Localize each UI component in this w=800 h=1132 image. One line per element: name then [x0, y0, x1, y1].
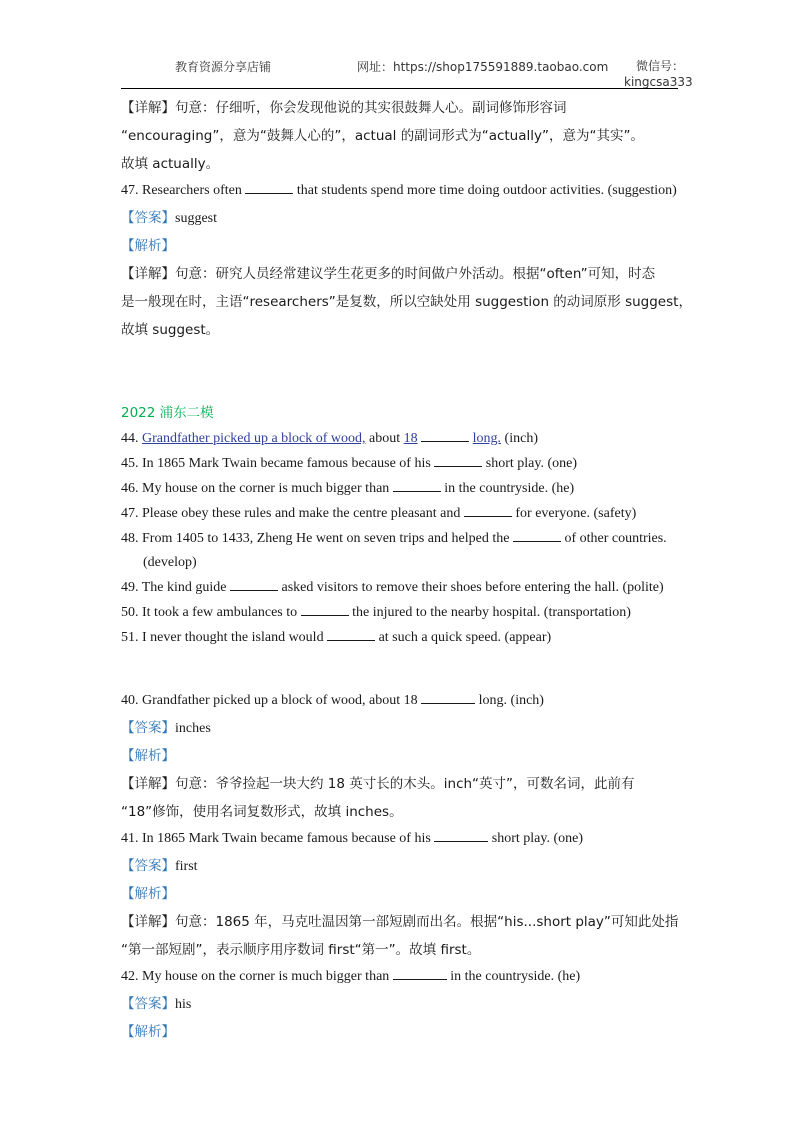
document-body [121, 94, 692, 1046]
question-44 [121, 426, 681, 451]
answer-blank [301, 614, 349, 616]
question-49 [121, 575, 681, 600]
answer-42 [121, 990, 681, 1018]
q44-hint: (inch) [501, 431, 538, 446]
answer-blank [245, 192, 293, 194]
section-title: 2022 浦东二模 [121, 405, 214, 421]
q45-post: short play. (one) [482, 456, 578, 471]
q41-pre: 41. In 1865 Mark Twain became famous because of his [121, 831, 435, 846]
q44-link-long[interactable]: long. [472, 431, 502, 446]
answer-label: 【答案】 [121, 720, 175, 736]
analysis-label-41: 【解析】 [121, 886, 175, 902]
analysis-label-47: 【解析】 [121, 238, 175, 254]
q42-post: in the countryside. (he) [446, 969, 581, 984]
answer-question-41 [121, 826, 681, 852]
answer-label: 【答案】 [121, 996, 175, 1012]
detail-40-line1: 【详解】句意：爷爷捡起一块大约 18 英寸长的木头。inch“英寸”，可数名词，此前有 [121, 776, 635, 792]
question-50 [121, 600, 681, 625]
detail-41-line1: 【详解】句意：1865 年，马克吐温因第一部短剧而出名。根据“his...short play”可知此处指 [121, 914, 679, 930]
answer-question-42 [121, 964, 681, 990]
answer-label: 【答案】 [121, 858, 175, 874]
q49-pre: 49. The kind guide [121, 580, 231, 595]
detail-47-line1: 【详解】句意：研究人员经常建议学生花更多的时间做户外活动。根据“often”可知，时态 [121, 266, 656, 282]
detail-46-line2: “encouraging”，意为“鼓舞人心的”，actual 的副词形式为“actually”，意为“其实”。 [121, 128, 644, 144]
analysis-label-42: 【解析】 [121, 1024, 175, 1040]
q47-pre: 47. Please obey these rules and make the centre pleasant and [121, 506, 464, 521]
answer-blank [513, 540, 561, 542]
q51-post: at such a quick speed. (appear) [375, 630, 552, 645]
q51-pre: 51. I never thought the island would [121, 630, 328, 645]
q40-pre: 40. Grandfather picked up a block of wood, about 18 [121, 693, 422, 708]
question-45 [121, 451, 681, 476]
q48-post: of other countries. [560, 531, 667, 546]
detail-47-line3: 故填 suggest。 [121, 322, 220, 338]
answer-value: inches [175, 721, 211, 736]
question-47-suggestion [121, 178, 681, 204]
answer-blank [230, 589, 278, 591]
q48-pre: 48. From 1405 to 1433, Zheng He went on seven trips and helped the [121, 531, 513, 546]
header-wechat-id: kingcsa333 [624, 75, 693, 89]
q42-pre: 42. My house on the corner is much bigger than [121, 969, 393, 984]
q47-text-post: that students spend more time doing outdoor activities. (suggestion) [293, 183, 677, 198]
detail-41-line2: “第一部短剧”，表示顺序用序数词 first“第一”。故填 first。 [121, 942, 481, 958]
detail-47-line2: 是一般现在时，主语“researchers”是复数，所以空缺处用 suggestion 的动词原形 suggest， [121, 294, 692, 310]
analysis-label-40: 【解析】 [121, 748, 175, 764]
header-wechat [624, 58, 693, 90]
answer-blank [327, 639, 375, 641]
q46-post: in the countryside. (he) [440, 481, 575, 496]
header-divider [121, 88, 678, 89]
question-48 [121, 526, 681, 551]
answer-47 [121, 204, 681, 232]
header-url: 网址：https://shop175591889.taobao.com [357, 60, 609, 74]
answer-value: first [175, 859, 198, 874]
question-48-hint: (develop) [143, 555, 197, 570]
q46-pre: 46. My house on the corner is much bigger than [121, 481, 393, 496]
detail-46-line1: 【详解】句意：仔细听，你会发现他说的其实很鼓舞人心。副词修饰形容词 [121, 100, 567, 116]
answer-blank [421, 440, 469, 442]
q49-post: asked visitors to remove their shoes before entering the hall. (polite) [278, 580, 664, 595]
answer-41 [121, 852, 681, 880]
q44-link[interactable]: Grandfather picked up a block of wood, [142, 431, 366, 446]
answer-value: his [175, 997, 192, 1012]
answer-blank [421, 702, 475, 704]
q45-pre: 45. In 1865 Mark Twain became famous because of his [121, 456, 435, 471]
question-47 [121, 501, 681, 526]
answer-40 [121, 714, 681, 742]
q47-text-pre: 47. Researchers often [121, 183, 246, 198]
answer-label: 【答案】 [121, 210, 175, 226]
q40-post: long. (inch) [475, 693, 544, 708]
q50-post: the injured to the nearby hospital. (transportation) [348, 605, 631, 620]
answer-blank [434, 840, 488, 842]
answer-blank [464, 515, 512, 517]
question-46 [121, 476, 681, 501]
answer-value: suggest [175, 211, 217, 226]
answer-blank [393, 978, 447, 980]
answer-blank [393, 490, 441, 492]
q44-number: 44. [121, 431, 142, 446]
q41-post: short play. (one) [488, 831, 584, 846]
q44-link-18[interactable]: 18 [403, 431, 418, 446]
q47-post: for everyone. (safety) [511, 506, 637, 521]
header-wechat-label: 微信号： [635, 59, 684, 73]
q44-mid: about [365, 431, 404, 446]
answer-blank [434, 465, 482, 467]
detail-46-line3: 故填 actually。 [121, 156, 220, 172]
answer-question-40 [121, 688, 681, 714]
q50-pre: 50. It took a few ambulances to [121, 605, 301, 620]
question-51 [121, 625, 681, 650]
detail-40-line2: “18”修饰，使用名词复数形式，故填 inches。 [121, 804, 403, 820]
header-shop-name: 教育资源分享店铺 [175, 60, 272, 74]
